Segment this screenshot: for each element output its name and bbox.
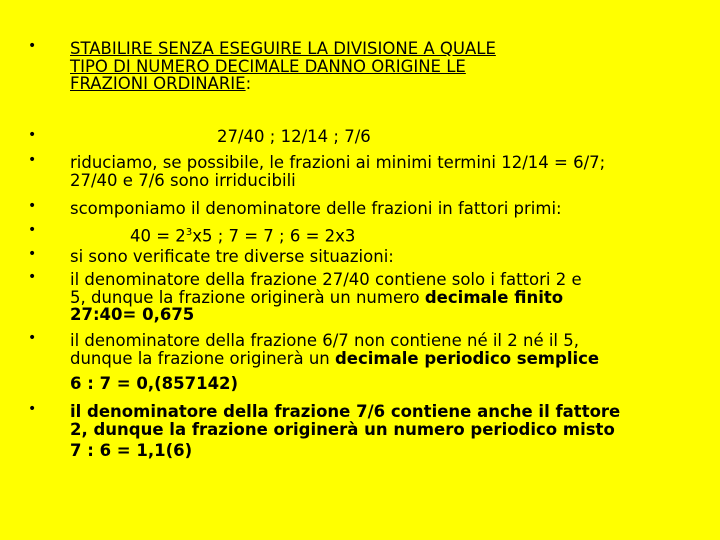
case-highlight: decimale periodico semplice [334,348,600,368]
case-line: il denominatore della frazione 6/7 non contiene né il 2 né il 5, [70,331,580,350]
case-highlight: decimale finito [424,287,564,307]
bullet: • [28,401,37,417]
case-line: 5, dunque la frazione originerà un numero [70,287,425,307]
fractions-line: 27/40 ; 12/14 ; 7/6 [217,127,371,146]
case-line: il denominatore della frazione 7/6 contiene anche il fattore [70,402,621,421]
bullet: • [28,152,37,168]
bullet: • [28,246,37,262]
factorization-line [130,224,720,245]
case-line: 2, dunque la frazione originerà un numero periodico misto [70,419,615,439]
case-mixed-periodic [70,403,710,460]
factor-exponent: 3 [185,227,193,238]
bullet: • [28,330,37,346]
factor-part: x5 ; 7 = 7 ; 6 = 2x3 [192,226,356,246]
step-line: riduciamo, se possibile, le frazioni ai minimi termini 12/14 = 6/7; [70,153,606,172]
step-line: 27/40 e 7/6 sono irriducibili [70,170,296,190]
case-finite [70,271,710,324]
slide-title [70,40,710,93]
step-situations: si sono verificate tre diverse situazioni: [70,247,394,266]
title-line: FRAZIONI ORDINARIE [70,74,246,93]
title-line: TIPO DI NUMERO DECIMALE DANNO ORIGINE LE [70,56,466,76]
case-result: 6 : 7 = 0,(857142) [70,374,239,393]
bullet: • [28,269,37,285]
step-factorize: scomponiamo il denominatore delle frazioni in fattori primi: [70,199,562,218]
bullet: • [28,222,37,238]
bullet: • [28,127,37,143]
case-result: 7 : 6 = 1,1(6) [70,441,193,460]
case-line: dunque la frazione originerà un [70,348,335,368]
bullet: • [28,38,37,54]
case-result: 27:40= 0,675 [70,305,195,324]
factor-part: 40 = 2 [130,226,186,246]
case-pure-periodic [70,332,710,393]
bullet: • [28,198,37,214]
case-line: il denominatore della frazione 27/40 contiene solo i fattori 2 e [70,270,582,289]
title-line: STABILIRE SENZA ESEGUIRE LA DIVISIONE A QUALE [70,39,496,58]
title-colon: : [245,74,252,93]
step-reduce [70,154,710,189]
